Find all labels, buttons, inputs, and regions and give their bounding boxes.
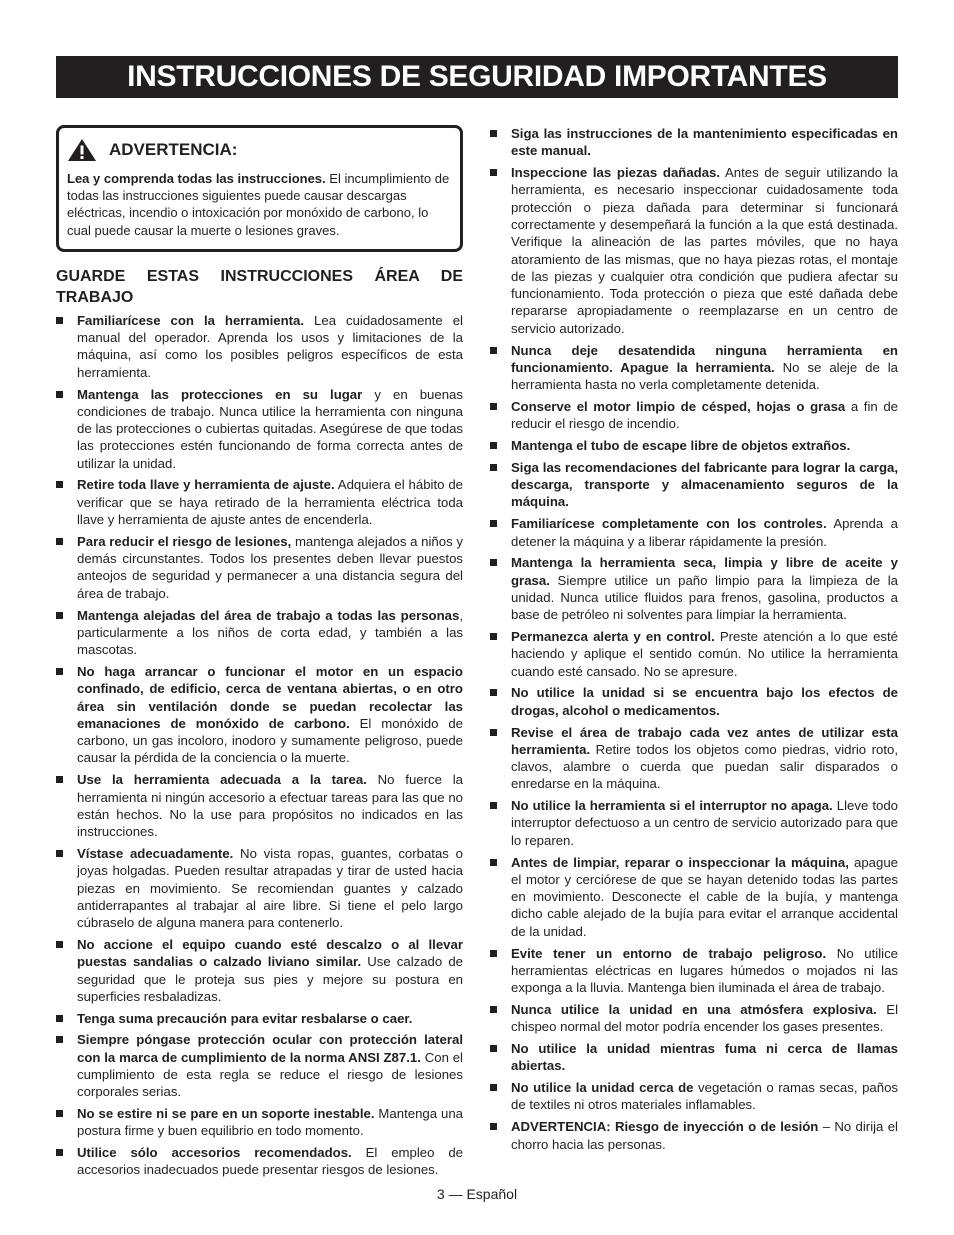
bullet-square-icon bbox=[56, 776, 63, 783]
instruction-item bbox=[56, 1144, 463, 1179]
instruction-text: Mantenga una postura firme y buen equilibrio en todo momento. bbox=[77, 1106, 463, 1139]
instruction-item bbox=[56, 1010, 463, 1027]
instruction-lead: Nunca deje desatendida ninguna herramienta en funcionamiento. Apague la herramienta. bbox=[511, 342, 898, 375]
bullet-square-icon bbox=[490, 1045, 497, 1052]
warning-body-text: El incumplimiento de todas las instrucciones siguientes puede causar descargas eléctricas, incendio o intoxicación por monóxido de carbono, lo cual puede causar la muerte o lesiones graves. bbox=[67, 171, 450, 238]
bullet-square-icon bbox=[490, 729, 497, 736]
bullet-square-icon bbox=[490, 347, 497, 354]
instruction-lead: Revise el área de trabajo cada vez antes de utilizar esta herramienta. bbox=[511, 724, 898, 757]
bullet-square-icon bbox=[490, 633, 497, 640]
instruction-lead: Retire toda llave y herramienta de ajuste. bbox=[77, 477, 335, 493]
instruction-item bbox=[490, 342, 898, 394]
instruction-lead: Use la herramienta adecuada a la tarea. bbox=[77, 772, 367, 788]
instruction-item bbox=[490, 684, 898, 719]
instruction-item bbox=[490, 398, 898, 433]
instruction-text: Antes de seguir utilizando la herramienta, es necesario inspeccionar cuidadosamente toda protección o pieza dañada para determinar si funcionará correctamente y desempeñará la función a la que está destinada. Verifique la alineación de las partes móviles, que no haya atoramiento de las mismas, que no haya piezas rotas, el montaje de las piezas y cualquier otra condición que pudiera afectar su funcionamiento. Toda protección o pieza que esté dañada debe repararse apropiadamente o reemplazarse en un centro de servicio autorizado. bbox=[511, 165, 898, 336]
bullet-square-icon bbox=[56, 538, 63, 545]
instruction-text: No fuerce la herramienta ni ningún accesorio a efectuar tareas para las que no están hechos. No la use para propósitos no indicados en las instrucciones. bbox=[77, 772, 463, 840]
instruction-lead: Familiarícese completamente con los controles. bbox=[511, 516, 827, 532]
bullet-square-icon bbox=[56, 850, 63, 857]
bullet-square-icon bbox=[490, 403, 497, 410]
instruction-item bbox=[56, 607, 463, 659]
instruction-lead: Tenga suma precaución para evitar resbalarse o caer. bbox=[77, 1010, 413, 1026]
instruction-text: Preste atención a lo que esté haciendo y aplique el sentido común. No utilice la herramienta cuando esté cansado. No se apresure. bbox=[511, 629, 898, 679]
warning-text bbox=[67, 170, 452, 239]
instruction-item bbox=[490, 554, 898, 623]
bullet-square-icon bbox=[490, 442, 497, 449]
bullet-square-icon bbox=[56, 941, 63, 948]
instruction-lead: Mantenga la herramienta seca, limpia y libre de aceite y grasa. bbox=[511, 555, 898, 588]
instruction-text: y en buenas condiciones de trabajo. Nunca utilice la herramienta con ninguna de las protecciones o cubiertas quitadas. Asegúrese de que todas las protecciones estén funcionando de forma correcta antes de utilizar la unidad. bbox=[77, 386, 463, 471]
instruction-item bbox=[56, 533, 463, 602]
instruction-text: No vista ropas, guantes, corbatas o joyas holgadas. Pueden resultar atrapadas y tirar de usted hacia piezas en movimiento. Se recomiendan guantes y calzado antiderrapantes al trabajar al aire libre. Si tiene el pelo largo cúbraselo de alguna manera para contenerlo. bbox=[77, 845, 463, 931]
instruction-item bbox=[56, 771, 463, 840]
left-column bbox=[56, 125, 463, 1183]
instruction-item bbox=[490, 854, 898, 940]
instruction-lead: No se estire ni se pare en un soporte inestable. bbox=[77, 1106, 375, 1122]
instruction-item bbox=[56, 476, 463, 528]
bullet-square-icon bbox=[490, 559, 497, 566]
bullet-square-icon bbox=[56, 668, 63, 675]
instruction-item bbox=[490, 1118, 898, 1153]
instruction-lead: No utilice la herramienta si el interruptor no apaga. bbox=[511, 798, 833, 814]
instruction-lead: Siempre póngase protección ocular con protección lateral con la marca de cumplimiento de la norma ANSI Z87.1. bbox=[77, 1032, 463, 1065]
instruction-text: El empleo de accesorios inadecuados puede presentar riesgos de lesiones. bbox=[77, 1145, 464, 1178]
right-instruction-list bbox=[490, 125, 898, 1153]
instruction-lead: Utilice sólo accesorios recomendados. bbox=[77, 1145, 352, 1161]
bullet-square-icon bbox=[490, 1006, 497, 1013]
instruction-lead: No haga arrancar o funcionar el motor en un espacio confinado, de edificio, cerca de ventana abiertas, o en otro área sin ventilación donde se puedan recolectar las emanaciones de monóxido de carbono. bbox=[77, 663, 463, 731]
bullet-square-icon bbox=[490, 169, 497, 176]
warning-lead: Lea y comprenda todas las instrucciones. bbox=[67, 171, 326, 186]
instruction-item bbox=[490, 515, 898, 550]
instruction-lead: Nunca utilice la unidad en una atmósfera explosiva. bbox=[511, 1001, 877, 1017]
instruction-text: a fin de reducir el riesgo de incendio. bbox=[511, 398, 898, 432]
instruction-text: No se aleje de la herramienta hasta no verla completamente detenida. bbox=[511, 359, 899, 393]
instruction-item bbox=[56, 312, 463, 381]
warning-triangle-icon bbox=[67, 138, 97, 162]
page-title: INSTRUCCIONES DE SEGURIDAD IMPORTANTES bbox=[56, 56, 898, 98]
bullet-square-icon bbox=[490, 859, 497, 866]
instruction-lead: No utilice la unidad si se encuentra bajo los efectos de drogas, alcohol o medicamentos. bbox=[511, 685, 898, 718]
bullet-square-icon bbox=[490, 802, 497, 809]
instruction-text: Con el cumplimiento de esta regla se reduce el riesgo de lesiones corporales serias. bbox=[77, 1049, 463, 1100]
instruction-lead: Antes de limpiar, reparar o inspeccionar la máquina, bbox=[511, 854, 849, 870]
instruction-text: El chispeo normal del motor podría encender los gases presentes. bbox=[511, 1001, 899, 1035]
instruction-lead: Permanezca alerta y en control. bbox=[511, 629, 715, 645]
instruction-item bbox=[490, 125, 898, 160]
instruction-lead: Evite tener un entorno de trabajo peligroso. bbox=[511, 945, 827, 961]
instruction-text: Use calzado de seguridad que le proteja sus pies y mejore su postura en superficies resbaladizas. bbox=[77, 954, 463, 1004]
section-heading: GUARDE ESTAS INSTRUCCIONES ÁREA DE TRABAJO bbox=[56, 267, 463, 306]
instruction-lead: Siga las instrucciones de la mantenimiento especificadas en este manual. bbox=[511, 126, 898, 159]
instruction-text: El monóxido de carbono, un gas incoloro, inodoro y sumamente peligroso, puede causar la pérdida de la conciencia o la muerte. bbox=[77, 715, 463, 766]
instruction-text: Siempre utilice un paño limpio para la limpieza de la unidad. Nunca utilice fluidos para frenos, gasolina, productos a base de petróleo ni solventes para limpiar la herramienta. bbox=[511, 572, 898, 623]
instruction-lead: Vístase adecuadamente. bbox=[77, 845, 234, 861]
instruction-lead: Mantenga el tubo de escape libre de objetos extraños. bbox=[511, 438, 851, 454]
bullet-square-icon bbox=[490, 130, 497, 137]
instruction-item bbox=[490, 945, 898, 997]
left-instruction-list bbox=[56, 312, 463, 1179]
bullet-square-icon bbox=[56, 317, 63, 324]
instruction-text: – No dirija el chorro hacia las personas. bbox=[511, 1119, 898, 1152]
instruction-lead: Mantenga alejadas del área de trabajo a todas las personas bbox=[77, 607, 460, 623]
instruction-item bbox=[490, 1079, 898, 1114]
instruction-text: Lleve todo interruptor defectuoso a un centro de servicio autorizado para que lo reparen. bbox=[511, 798, 898, 848]
instruction-text: Adquiera el hábito de verificar que se haya retirado de la herramienta eléctrica toda llave y herramienta de ajuste antes de encenderla. bbox=[77, 477, 463, 528]
instruction-item bbox=[56, 936, 463, 1005]
instruction-text: vegetación o ramas secas, paños de textiles ni otros materiales inflamables. bbox=[511, 1080, 898, 1113]
bullet-square-icon bbox=[56, 1015, 63, 1022]
instruction-text: No utilice herramientas eléctricas en lugares húmedos o mojados ni las exponga a la lluvia. Mantenga bien iluminada el área de trabajo. bbox=[511, 945, 899, 996]
instruction-item bbox=[490, 459, 898, 511]
bullet-square-icon bbox=[56, 1149, 63, 1156]
bullet-square-icon bbox=[56, 391, 63, 398]
bullet-square-icon bbox=[490, 520, 497, 527]
instruction-item bbox=[490, 164, 898, 337]
instruction-text: Aprenda a detener la máquina y a liberar rápidamente la presión. bbox=[511, 516, 898, 549]
bullet-square-icon bbox=[490, 689, 497, 696]
instruction-item bbox=[56, 386, 463, 472]
instruction-item bbox=[490, 724, 898, 793]
instruction-text: Lea cuidadosamente el manual del operador. Aprenda los usos y limitaciones de la máquina, así como los posibles peligros específicos de esta herramienta. bbox=[77, 312, 463, 380]
bullet-square-icon bbox=[490, 950, 497, 957]
instruction-lead: Inspeccione las piezas dañadas. bbox=[511, 165, 721, 181]
instruction-text: mantenga alejados a niños y demás circunstantes. Todos los presentes deben llevar puestos anteojos de seguridad y permanecer a una distancia segura del área de trabajo. bbox=[77, 533, 463, 601]
instruction-item bbox=[56, 845, 463, 931]
instruction-lead: ADVERTENCIA: Riesgo de inyección o de lesión bbox=[511, 1119, 819, 1135]
instruction-lead: No utilice la unidad mientras fuma ni cerca de llamas abiertas. bbox=[511, 1041, 898, 1074]
instruction-item bbox=[56, 663, 463, 767]
instruction-lead: Mantenga las protecciones en su lugar bbox=[77, 386, 363, 402]
instruction-item bbox=[490, 437, 898, 454]
instruction-lead: Conserve el motor limpio de césped, hojas o grasa bbox=[511, 398, 846, 414]
warning-header bbox=[67, 138, 452, 162]
instruction-item bbox=[490, 1040, 898, 1075]
instruction-lead: No utilice la unidad cerca de bbox=[511, 1080, 694, 1096]
instruction-item bbox=[490, 628, 898, 680]
instruction-item bbox=[56, 1031, 463, 1100]
warning-heading: ADVERTENCIA: bbox=[109, 140, 238, 159]
bullet-square-icon bbox=[56, 1110, 63, 1117]
bullet-square-icon bbox=[490, 1123, 497, 1130]
bullet-square-icon bbox=[490, 1084, 497, 1091]
instruction-item bbox=[56, 1105, 463, 1140]
instruction-text: , particularmente a los niños de corta edad, y también a las mascotas. bbox=[77, 607, 463, 658]
instruction-text: apague el motor y cerciórese de que se hayan detenido todas las partes en movimiento. Desconecte el cable de la bujía, y mantenga dicho cable alejado de la bujía para evitar el arranque accidental de la unidad. bbox=[511, 854, 898, 939]
instruction-text: Retire todos los objetos como piedras, vidrio roto, clavos, alambre o cuerda que puedan salir disparados o enredarse en la máquina. bbox=[511, 741, 898, 792]
bullet-square-icon bbox=[56, 1036, 63, 1043]
instruction-item bbox=[490, 797, 898, 849]
instruction-lead: Para reducir el riesgo de lesiones, bbox=[77, 533, 292, 549]
instruction-lead: No accione el equipo cuando esté descalzo o al llevar puestas sandalias o calzado liviano similar. bbox=[77, 936, 463, 970]
page-footer: 3 — Español bbox=[436, 1186, 518, 1202]
warning-box bbox=[56, 125, 463, 252]
bullet-square-icon bbox=[56, 612, 63, 619]
bullet-square-icon bbox=[56, 481, 63, 488]
bullet-square-icon bbox=[490, 464, 497, 471]
instruction-lead: Siga las recomendaciones del fabricante para lograr la carga, descarga, transporte y almacenamiento seguros de la máquina. bbox=[511, 459, 898, 510]
instruction-lead: Familiarícese con la herramienta. bbox=[77, 312, 305, 328]
instruction-item bbox=[490, 1001, 898, 1036]
right-column bbox=[490, 125, 898, 1157]
